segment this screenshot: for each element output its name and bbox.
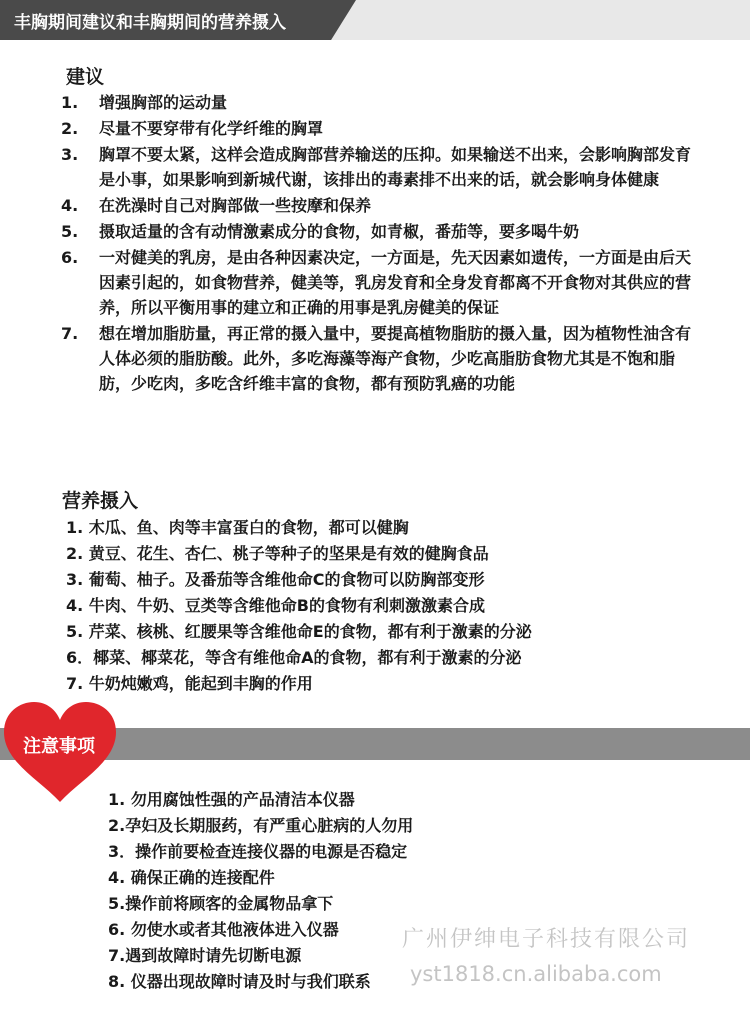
notice-item: 5.操作前将顾客的金属物品拿下	[108, 894, 334, 913]
notice-item: 6. 勿使水或者其他液体进入仪器	[108, 920, 339, 939]
advice-item-text: 在洗澡时自己对胸部做一些按摩和保养	[99, 196, 372, 215]
nutrition-item: 6．椰菜、椰菜花，等含有维他命A的食物，都有利于激素的分泌	[66, 648, 522, 667]
nutrition-item: 3. 葡萄、柚子。及番茄等含维他命C的食物可以防胸部变形	[66, 570, 485, 589]
advice-item-number: 6.	[61, 248, 79, 267]
advice-item-text: 一对健美的乳房，是由各种因素决定，一方面是，先天因素如遗传，一方面是由后天因素引起的，如食物营养，健美等，乳房发育和全身发育都离不开食物对其供应的营养，所以平衡用事的建立和正确的用事是乳房健美的保证	[99, 248, 692, 317]
advice-item	[61, 245, 691, 320]
notice-label: 注意事项	[23, 736, 95, 757]
top-banner	[0, 0, 750, 40]
advice-item	[61, 142, 691, 192]
advice-item-text: 想在增加脂肪量，再正常的摄入量中，要提高植物脂肪的摄入量，因为植物性油含有人体必须的脂肪酸。此外，多吃海藻等海产食物，少吃高脂肪食物尤其是不饱和脂肪，少吃肉，多吃含纤维丰富的食物，都有预防乳癌的功能	[99, 324, 692, 393]
nutrition-item: 5. 芹菜、核桃、红腰果等含维他命E的食物，都有利于激素的分泌	[66, 622, 532, 641]
notice-item: 7.遇到故障时请先切断电源	[108, 946, 302, 965]
nutrition-heading: 营养摄入	[62, 490, 139, 512]
advice-item	[61, 219, 691, 244]
notice-item: 1. 勿用腐蚀性强的产品清洁本仪器	[108, 790, 355, 809]
nutrition-item: 2. 黄豆、花生、杏仁、桃子等种子的坚果是有效的健胸食品	[66, 544, 489, 563]
advice-list	[61, 90, 691, 397]
advice-item-number: 7.	[61, 324, 79, 343]
watermark-site: yst1818.cn.alibaba.com	[410, 962, 662, 986]
advice-item	[61, 116, 691, 141]
advice-item	[61, 321, 691, 396]
advice-item-text: 增强胸部的运动量	[99, 93, 228, 112]
advice-heading: 建议	[66, 66, 105, 88]
watermark-company: 广州伊绅电子科技有限公司	[402, 927, 691, 952]
nutrition-item: 1. 木瓜、鱼、肉等丰富蛋白的食物，都可以健胸	[66, 518, 409, 537]
advice-item-number: 2.	[61, 119, 79, 138]
nutrition-list	[66, 515, 706, 697]
advice-item-number: 5.	[61, 222, 79, 241]
advice-item-number: 4.	[61, 196, 79, 215]
advice-item-number: 3.	[61, 145, 79, 164]
nutrition-item: 7. 牛奶炖嫩鸡，能起到丰胸的作用	[66, 674, 313, 693]
nutrition-item: 4. 牛肉、牛奶、豆类等含维他命B的食物有利刺激激素合成	[66, 596, 485, 615]
advice-item-text: 胸罩不要太紧，这样会造成胸部营养输送的压抑。如果输送不出来，会影响胸部发育是小事，如果影响到新城代谢，该排出的毒素排不出来的话，就会影响身体健康	[99, 145, 692, 189]
notice-item: 2.孕妇及长期服药，有严重心脏病的人勿用	[108, 816, 414, 835]
notice-item: 3．操作前要检查连接仪器的电源是否稳定	[108, 842, 408, 861]
advice-item	[61, 90, 691, 115]
notice-item: 8. 仪器出现故障时请及时与我们联系	[108, 972, 371, 991]
advice-item-text: 尽量不要穿带有化学纤维的胸罩	[99, 119, 324, 138]
notice-item: 4. 确保正确的连接配件	[108, 868, 275, 887]
advice-item-number: 1.	[61, 93, 79, 112]
banner-title: 丰胸期间建议和丰胸期间的营养摄入	[14, 13, 286, 33]
advice-item	[61, 193, 691, 218]
advice-item-text: 摄取适量的含有动情激素成分的食物，如青椒，番茄等，要多喝牛奶	[99, 222, 580, 241]
